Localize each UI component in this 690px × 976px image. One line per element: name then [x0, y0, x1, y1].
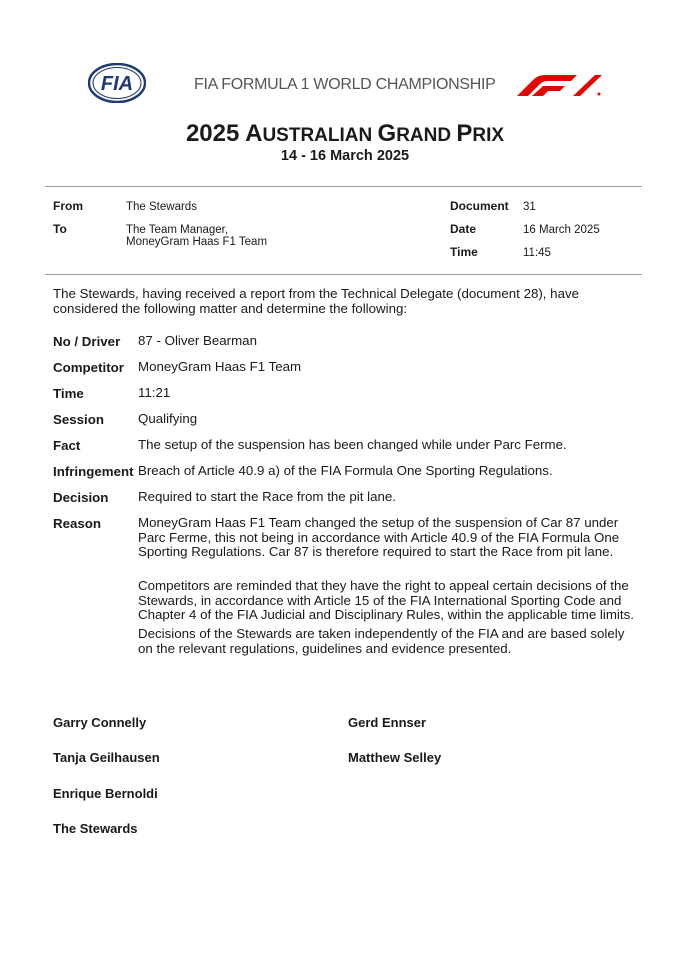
driver-value: 87 - Oliver Bearman	[138, 333, 257, 348]
competitor-label: Competitor	[53, 360, 124, 375]
fact-value: The setup of the suspension has been changed while under Parc Ferme.	[138, 437, 567, 452]
document-value: 31	[523, 201, 536, 213]
stewards-footer: The Stewards	[53, 821, 138, 836]
reason-label: Reason	[53, 516, 102, 531]
date-value: 16 March 2025	[523, 224, 600, 236]
time-label: Time	[450, 245, 478, 259]
event-dates: 14 - 16 March 2025	[280, 148, 410, 164]
f1-logo-icon	[515, 74, 603, 98]
competitor-value: MoneyGram Haas F1 Team	[138, 359, 302, 374]
divider-top	[45, 186, 642, 187]
signatory-5: Enrique Bernoldi	[53, 786, 158, 801]
from-label: From	[53, 199, 83, 213]
to-value-line2: MoneyGram Haas F1 Team	[126, 236, 268, 248]
to-value-line1: The Team Manager,	[126, 224, 229, 236]
svg-text:FIA: FIA	[100, 73, 134, 95]
championship-title: FIA FORMULA 1 WORLD CHAMPIONSHIP	[194, 76, 496, 93]
decision-label: Decision	[53, 490, 109, 505]
decision-value: Required to start the Race from the pit lane.	[138, 489, 396, 504]
infringement-value: Breach of Article 40.9 a) of the FIA Formula One Sporting Regulations.	[138, 463, 553, 478]
time-row-label: Time	[53, 386, 84, 401]
event-title: 2025 AUSTRALIAN GRAND PRIX	[185, 120, 505, 147]
to-label: To	[53, 222, 67, 236]
from-value: The Stewards	[126, 201, 197, 213]
session-label: Session	[53, 412, 104, 427]
driver-label: No / Driver	[53, 334, 121, 349]
divider-bottom	[45, 274, 642, 275]
fact-label: Fact	[53, 438, 81, 453]
signatory-1: Garry Connelly	[53, 715, 147, 730]
intro-paragraph: The Stewards, having received a report from the Technical Delegate (document 28), have considered the following matter and determine the following:	[53, 286, 580, 316]
independence-notice: Decisions of the Stewards are taken independently of the FIA and are based solely on the relevant regulations, guidelines and evidence presented.	[138, 626, 625, 656]
document-label: Document	[450, 199, 509, 213]
time-value: 11:45	[523, 247, 551, 259]
time-row-value: 11:21	[138, 385, 171, 400]
signatory-4: Matthew Selley	[348, 750, 442, 765]
fia-logo-icon	[88, 63, 146, 103]
appeal-notice: Competitors are reminded that they have the right to appeal certain decisions of the Stewards, in accordance with Article 15 of the FIA International Sporting Code and Chapter 4 of the FIA Judicial and Disciplinary Rules, within the applicable time limits.	[138, 578, 634, 622]
reason-text: MoneyGram Haas F1 Team changed the setup of the suspension of Car 87 under Parc Ferme, this not being in accordance with Article 40.9 of the FIA Formula One Sporting Regulations. Car 87 is therefore required to start the Race from pit lane.	[138, 515, 620, 559]
signatory-3: Tanja Geilhausen	[53, 750, 160, 765]
infringement-label: Infringement	[53, 464, 134, 479]
date-label: Date	[450, 222, 477, 236]
session-value: Qualifying	[138, 411, 198, 426]
signatory-2: Gerd Ennser	[348, 715, 427, 730]
